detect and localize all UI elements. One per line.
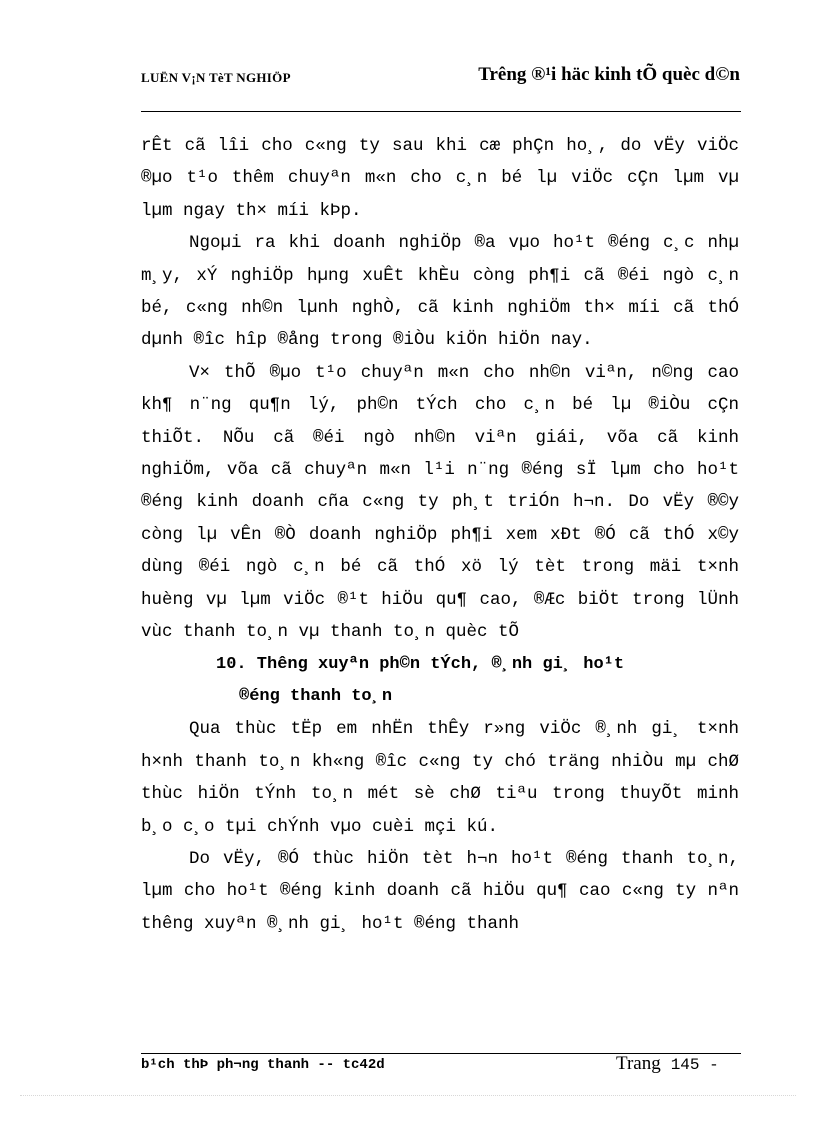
page-body: [141, 130, 739, 940]
paragraph-3: V× thÕ ®µo t¹o chuyªn m«n cho nh©n viªn, n©ng cao kh¶ n¨ng qu¶n lý, ph©n tÝch cho c¸n bé lµ ®iÒu cÇn thiÕt. NÕu cã ®éi ngò nh©n viªn giái, võa cã kinh nghiÖm, võa cã chuyªn m«n l¹i n¨ng ®éng sÏ lµm cho ho¹t ®éng kinh doanh cña c«ng ty ph¸t triÓn h¬n. Do vËy ®©y còng lµ vÊn ®Ò doanh nghiÖp ph¶i xem xÐt ®Ó cã thÓ x©y dùng ®éi ngò c¸n bé cã thÓ xö lý tèt trong mäi t×nh huèng vµ lµm viÖc ®¹t hiÖu qu¶ cao, ®Æc biÖt trong lÜnh vùc thanh to¸n vµ thanh to¸n quèc tÕ: [141, 362, 739, 643]
footer-page-indicator: [616, 1053, 719, 1075]
footer-author: b¹ch thÞ ph¬ng thanh -- tc42d: [141, 1057, 385, 1073]
footer-page-number: 145 -: [670, 1056, 719, 1074]
paragraph-4: Qua thùc tËp em nhËn thÊy r»ng viÖc ®¸nh gi¸ t×nh h×nh thanh to¸n kh«ng ®îc c«ng ty chó träng nhiÒu mµ chØ thùc hiÖn tÝnh to¸n mét sè chØ tiªu trong thuyÕt minh b¸o c¸o tµi chÝnh vµo cuèi mçi kú.: [141, 719, 739, 837]
header-thesis-title: LUËN V¡N TèT NGHIÖP: [141, 70, 291, 85]
header-university-name: Trêng ®¹i häc kinh tÕ quèc d©n: [478, 64, 740, 85]
footer-page-label: Trang: [616, 1053, 661, 1074]
paragraph-1: rÊt cã lîi cho c«ng ty sau khi cæ phÇn ho¸, do vËy viÖc ®µo t¹o thêm chuyªn m«n cho c¸n bé lµ viÖc cÇn lµm vµ lµm ngay th× míi kÞp.: [141, 136, 739, 221]
page-bottom-dotted-line: [20, 1095, 796, 1096]
paragraph-5: Do vËy, ®Ó thùc hiÖn tèt h¬n ho¹t ®éng thanh to¸n, lµm cho ho¹t ®éng kinh doanh cã hiÖu qu¶ cao c«ng ty nªn thêng xuyªn ®¸nh gi¸ ho¹t ®éng thanh: [141, 848, 739, 934]
header-divider: [141, 111, 741, 112]
paragraph-2: Ngoµi ra khi doanh nghiÖp ®a vµo ho¹t ®éng c¸c nhµ m¸y, xÝ nghiÖp hµng xuÊt khÈu còng ph¶i cã ®éi ngò c¸n bé, c«ng nh©n lµnh nghÒ, cã kinh nghiÖm th× míi cã thÓ dµnh ®îc hîp ®ång trong ®iÒu kiÖn hiÖn nay.: [141, 233, 739, 351]
section-heading-line-2: ®éng thanh to¸n: [239, 686, 393, 706]
section-heading-line-1: 10. Thêng xuyªn ph©n tÝch, ®¸nh gi¸ ho¹t: [216, 654, 625, 674]
